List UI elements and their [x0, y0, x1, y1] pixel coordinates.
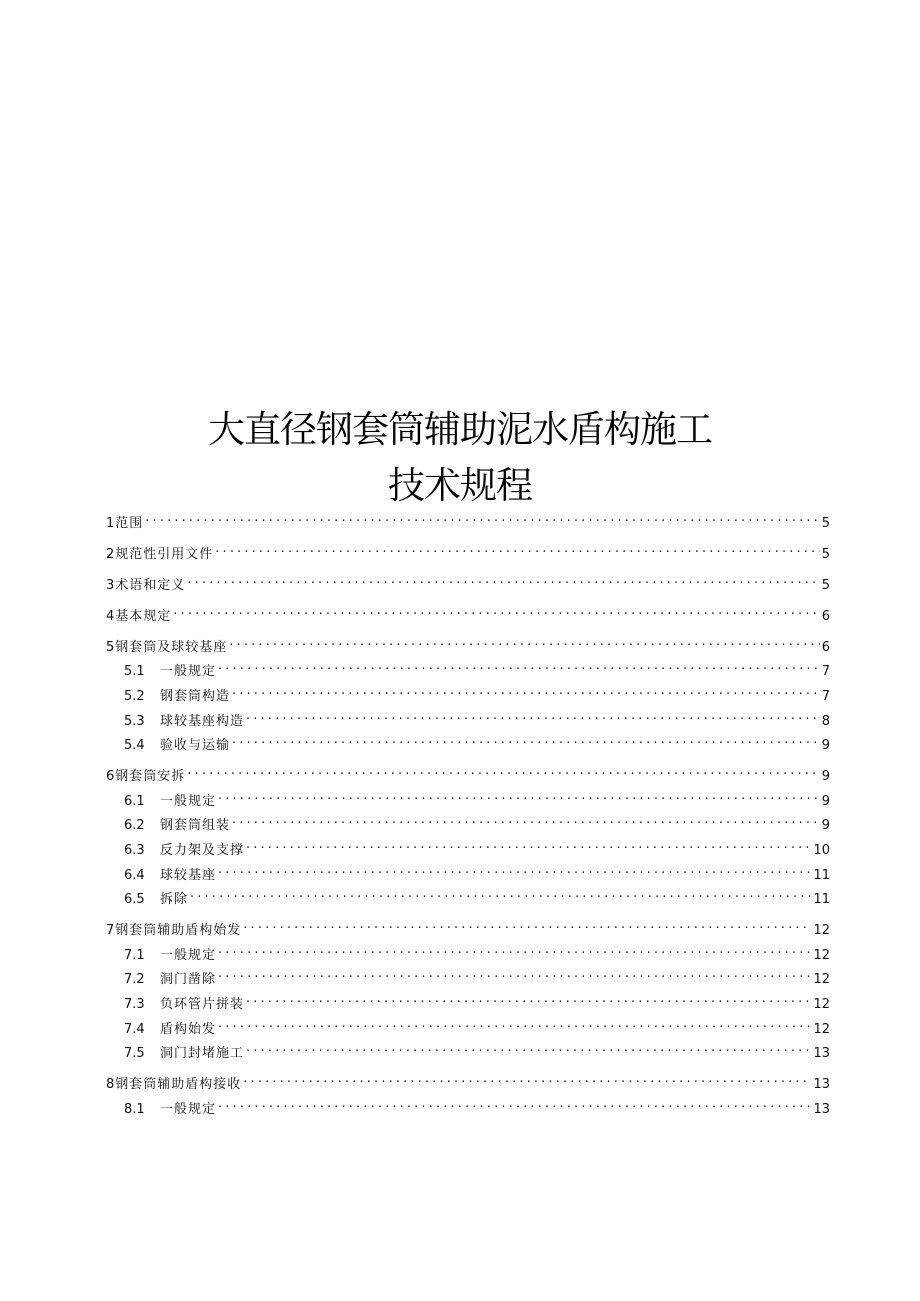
toc-number: 6.3 [124, 843, 145, 858]
toc-dot-leader [190, 885, 811, 903]
toc-number: 7.2 [124, 972, 145, 987]
toc-entry-7-5[interactable] [0, 1039, 920, 1061]
toc-dot-leader [218, 657, 820, 675]
toc-entry-7-4[interactable] [0, 1015, 920, 1037]
toc-page-number: 7 [821, 664, 830, 679]
toc-label: 范围 [115, 516, 144, 531]
toc-label: 盾构始发 [160, 1022, 217, 1037]
toc-page-number: 6 [821, 609, 830, 624]
toc-dot-leader [145, 509, 819, 527]
toc-page-number: 13 [813, 1077, 830, 1092]
toc-entry-2[interactable] [0, 540, 920, 562]
toc-entry-5-2[interactable] [0, 682, 920, 704]
toc-number: 7.4 [124, 1022, 145, 1037]
toc-page-number: 9 [821, 794, 830, 809]
toc-number: 6.4 [124, 868, 145, 883]
toc-page-number: 9 [821, 818, 830, 833]
toc-label: 基本规定 [115, 609, 172, 624]
toc-label: 钢套筒构造 [160, 689, 231, 704]
toc-dot-leader [218, 1095, 811, 1113]
toc-entry-1[interactable] [0, 509, 920, 531]
toc-entry-8-1[interactable] [0, 1095, 920, 1117]
toc-entry-7[interactable] [0, 916, 920, 938]
toc-number: 6.5 [124, 892, 145, 907]
toc-page-number: 6 [821, 640, 830, 655]
toc-page-number: 11 [813, 868, 830, 883]
toc-entry-7-1[interactable] [0, 941, 920, 963]
toc-label: 反力架及支撑 [160, 843, 245, 858]
toc-label: 钢套筒组装 [160, 818, 231, 833]
toc-page-number: 12 [813, 948, 830, 963]
toc-dot-leader [173, 602, 819, 620]
toc-dot-leader [232, 811, 820, 829]
toc-entry-5[interactable] [0, 633, 920, 655]
toc-number: 5 [106, 640, 115, 655]
toc-dot-leader [218, 965, 811, 983]
toc-number: 1 [106, 516, 115, 531]
toc-dot-leader [232, 682, 820, 700]
toc-page-number: 5 [821, 578, 830, 593]
toc-dot-leader [246, 990, 811, 1008]
document-title-line-1: 大直径钢套筒辅助泥水盾构施工 [208, 408, 712, 451]
toc-entry-6-5[interactable] [0, 885, 920, 907]
toc-page-number: 12 [813, 923, 830, 938]
toc-entry-7-2[interactable] [0, 965, 920, 987]
toc-label: 负环管片拼装 [160, 997, 245, 1012]
toc-entry-4[interactable] [0, 602, 920, 624]
toc-label: 钢套筒及球较基座 [115, 640, 228, 655]
toc-label: 球较基座构造 [160, 714, 245, 729]
toc-page-number: 13 [813, 1046, 830, 1061]
toc-label: 一般规定 [160, 948, 217, 963]
toc-page-number: 12 [813, 972, 830, 987]
toc-dot-leader [232, 731, 820, 749]
toc-label: 验收与运输 [160, 738, 231, 753]
toc-entry-6-3[interactable] [0, 836, 920, 858]
toc-entry-5-1[interactable] [0, 657, 920, 679]
toc-label: 钢套筒安拆 [115, 769, 186, 784]
toc-label: 拆除 [160, 892, 189, 907]
toc-label: 一般规定 [160, 794, 217, 809]
toc-dot-leader [246, 1039, 811, 1057]
toc-dot-leader [218, 861, 811, 879]
toc-number: 7.3 [124, 997, 145, 1012]
toc-number: 2 [106, 547, 115, 562]
toc-number: 6.2 [124, 818, 145, 833]
toc-number: 8 [106, 1077, 115, 1092]
toc-dot-leader [229, 633, 819, 651]
toc-number: 7.5 [124, 1046, 145, 1061]
toc-entry-6-2[interactable] [0, 811, 920, 833]
toc-entry-6-4[interactable] [0, 861, 920, 883]
toc-number: 5.3 [124, 714, 145, 729]
toc-page-number: 12 [813, 1022, 830, 1037]
toc-page-number: 13 [813, 1102, 830, 1117]
toc-entry-3[interactable] [0, 571, 920, 593]
document-title-line-2: 技术规程 [388, 464, 532, 507]
toc-number: 5.4 [124, 738, 145, 753]
toc-entry-5-4[interactable] [0, 731, 920, 753]
toc-dot-leader [246, 707, 820, 725]
toc-dot-leader [246, 836, 811, 854]
toc-number: 6.1 [124, 794, 145, 809]
toc-label: 钢套筒辅助盾构接收 [115, 1077, 242, 1092]
toc-number: 5.1 [124, 664, 145, 679]
toc-dot-leader [187, 571, 819, 589]
toc-number: 6 [106, 769, 115, 784]
toc-number: 7.1 [124, 948, 145, 963]
toc-page-number: 12 [813, 997, 830, 1012]
toc-page-number: 9 [821, 738, 830, 753]
toc-page-number: 10 [813, 843, 830, 858]
toc-label: 术语和定义 [115, 578, 186, 593]
toc-number: 3 [106, 578, 115, 593]
toc-page-number: 8 [821, 714, 830, 729]
toc-dot-leader [218, 941, 811, 959]
toc-dot-leader [218, 1015, 811, 1033]
toc-dot-leader [187, 762, 819, 780]
toc-dot-leader [243, 1070, 811, 1088]
toc-number: 4 [106, 609, 115, 624]
toc-label: 洞门凿除 [160, 972, 217, 987]
toc-entry-7-3[interactable] [0, 990, 920, 1012]
toc-label: 一般规定 [160, 664, 217, 679]
toc-dot-leader [215, 540, 819, 558]
toc-entry-6-1[interactable] [0, 787, 920, 809]
toc-label: 钢套筒辅助盾构始发 [115, 923, 242, 938]
toc-number: 8.1 [124, 1102, 145, 1117]
toc-entry-8[interactable] [0, 1070, 920, 1092]
toc-number: 5.2 [124, 689, 145, 704]
toc-page-number: 9 [821, 769, 830, 784]
toc-dot-leader [243, 916, 811, 934]
toc-label: 规范性引用文件 [115, 547, 214, 562]
toc-dot-leader [218, 787, 820, 805]
toc-entry-5-3[interactable] [0, 707, 920, 729]
toc-page-number: 11 [813, 892, 830, 907]
toc-page-number: 5 [821, 516, 830, 531]
toc-label: 一般规定 [160, 1102, 217, 1117]
toc-label: 球较基座 [160, 868, 217, 883]
toc-number: 7 [106, 923, 115, 938]
toc-page-number: 7 [821, 689, 830, 704]
toc-label: 洞门封堵施工 [160, 1046, 245, 1061]
toc-page-number: 5 [821, 547, 830, 562]
toc-entry-6[interactable] [0, 762, 920, 784]
